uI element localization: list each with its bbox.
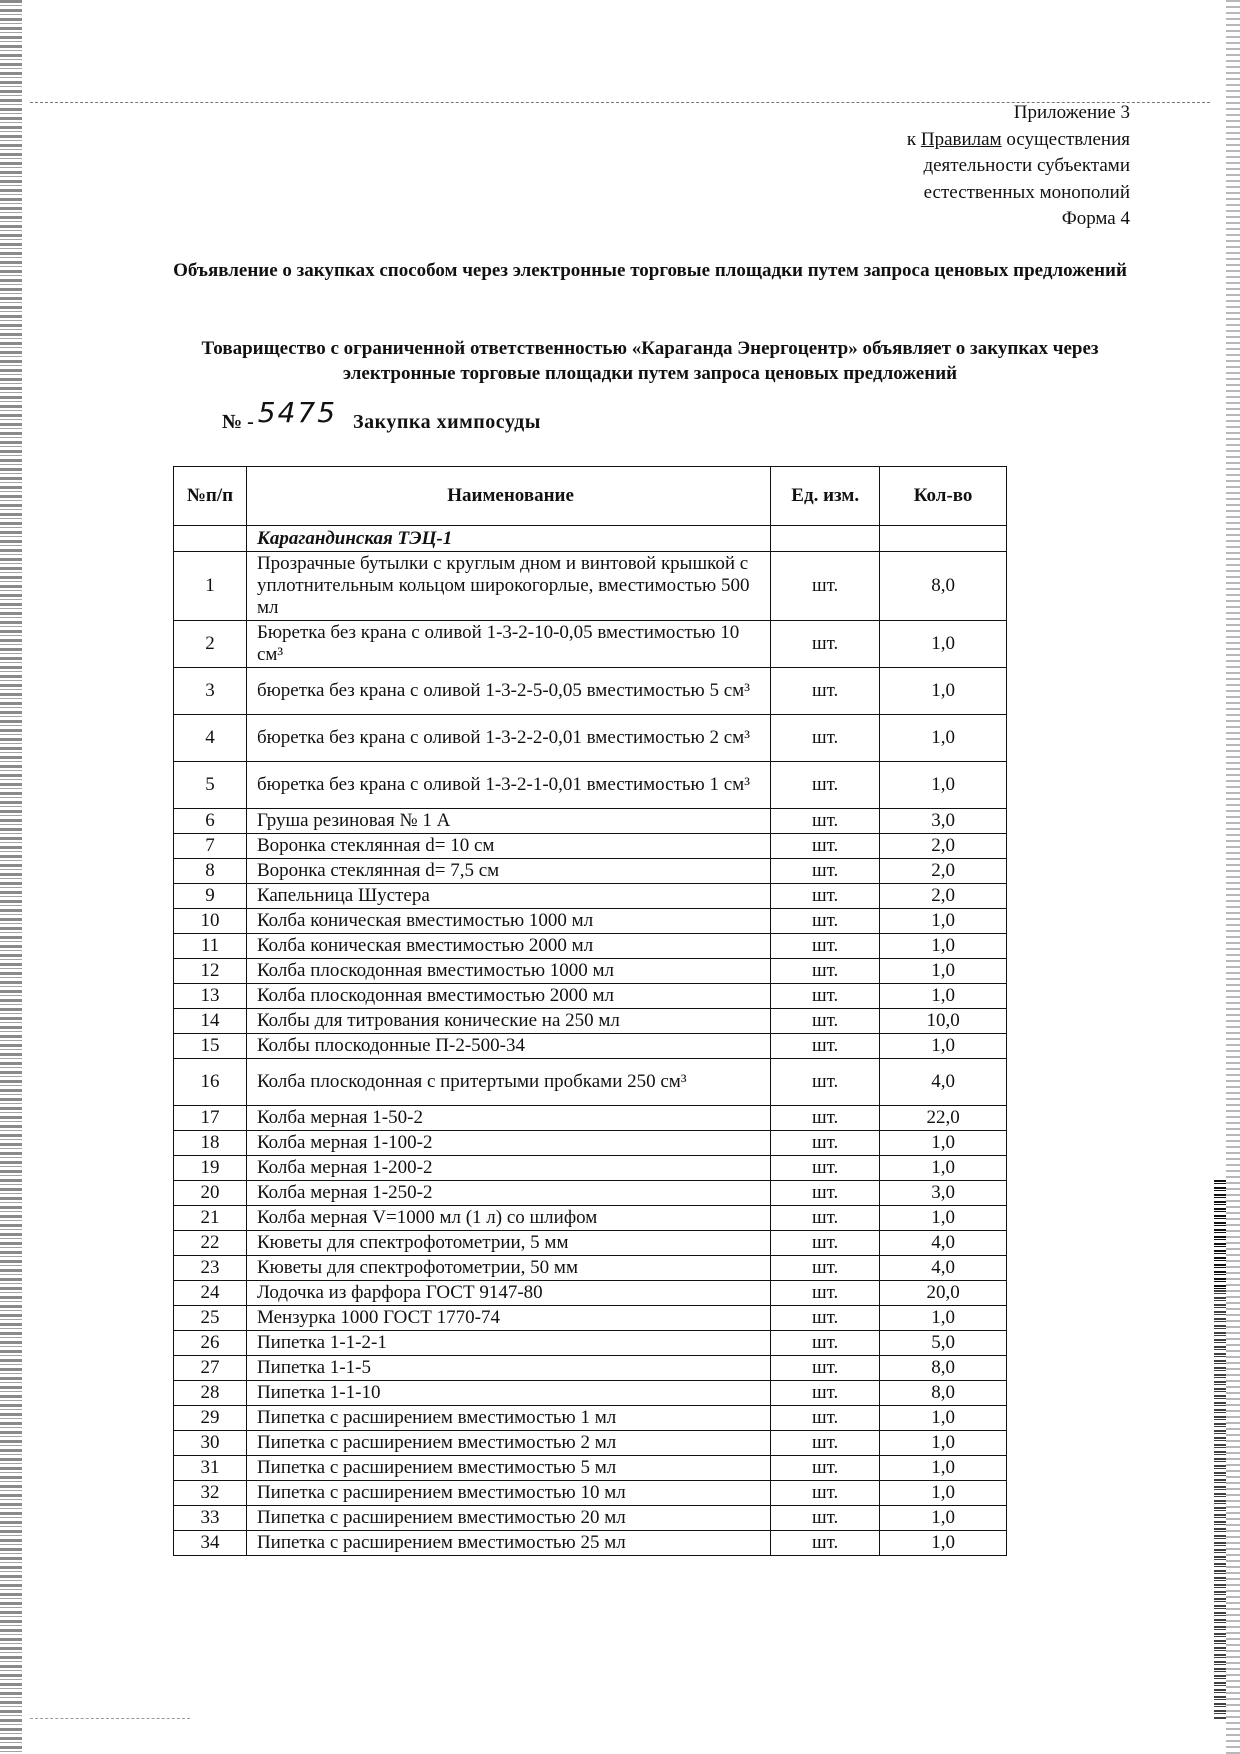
table-row: [174, 1156, 1007, 1181]
table-row: [174, 1381, 1007, 1406]
table-row: [174, 859, 1007, 884]
item-unit: шт.: [771, 1406, 880, 1431]
item-quantity: 1,0: [880, 1156, 1007, 1181]
row-number: 7: [174, 834, 247, 859]
item-name: Пипетка с расширением вместимостью 5 мл: [246, 1456, 770, 1481]
table-row: [174, 1456, 1007, 1481]
item-unit: шт.: [771, 1381, 880, 1406]
item-quantity: 2,0: [880, 834, 1007, 859]
row-number: 11: [174, 934, 247, 959]
row-number: 16: [174, 1059, 247, 1106]
section-empty-cell: [880, 526, 1007, 552]
table-row: [174, 1306, 1007, 1331]
item-name: Мензурка 1000 ГОСТ 1770-74: [246, 1306, 770, 1331]
item-unit: шт.: [771, 621, 880, 668]
item-unit: шт.: [771, 552, 880, 621]
item-quantity: 1,0: [880, 1034, 1007, 1059]
item-unit: шт.: [771, 1506, 880, 1531]
item-quantity: 20,0: [880, 1281, 1007, 1306]
table-row: [174, 834, 1007, 859]
table-row: [174, 1531, 1007, 1556]
item-quantity: 1,0: [880, 1431, 1007, 1456]
item-unit: шт.: [771, 1306, 880, 1331]
item-quantity: 22,0: [880, 1106, 1007, 1131]
row-number: 4: [174, 715, 247, 762]
row-number: 25: [174, 1306, 247, 1331]
table-row: [174, 884, 1007, 909]
procurement-number: 5475: [257, 396, 338, 429]
item-quantity: 1,0: [880, 1531, 1007, 1556]
row-number: 15: [174, 1034, 247, 1059]
section-label: Карагандинская ТЭЦ-1: [246, 526, 770, 552]
item-quantity: 2,0: [880, 884, 1007, 909]
item-name: Лодочка из фарфора ГОСТ 9147-80: [246, 1281, 770, 1306]
appendix-line-part: осуществления: [1001, 128, 1130, 150]
item-unit: шт.: [771, 1034, 880, 1059]
row-number: 17: [174, 1106, 247, 1131]
header-no: №п/п: [174, 467, 247, 526]
table-row: [174, 1034, 1007, 1059]
item-unit: шт.: [771, 762, 880, 809]
item-quantity: 5,0: [880, 1331, 1007, 1356]
item-quantity: 1,0: [880, 1506, 1007, 1531]
appendix-line: [710, 127, 1130, 154]
row-number: 32: [174, 1481, 247, 1506]
row-number: 6: [174, 809, 247, 834]
item-name: Прозрачные бутылки с круглым дном и винтовой крышкой с уплотнительным кольцом широкогорлые, вместимостью 500 мл: [246, 552, 770, 621]
table-row: [174, 1181, 1007, 1206]
appendix-line: деятельности субъектами: [923, 155, 1130, 176]
item-name: Колба коническая вместимостью 1000 мл: [246, 909, 770, 934]
item-quantity: 1,0: [880, 959, 1007, 984]
row-number: 27: [174, 1356, 247, 1381]
table-row: [174, 984, 1007, 1009]
item-unit: шт.: [771, 1181, 880, 1206]
item-unit: шт.: [771, 1206, 880, 1231]
item-unit: шт.: [771, 934, 880, 959]
item-name: Пипетка с расширением вместимостью 10 мл: [246, 1481, 770, 1506]
table-row: [174, 934, 1007, 959]
item-quantity: 1,0: [880, 984, 1007, 1009]
header-name: Наименование: [246, 467, 770, 526]
table-row: [174, 762, 1007, 809]
item-quantity: 8,0: [880, 1381, 1007, 1406]
item-unit: шт.: [771, 1356, 880, 1381]
scan-dashed-line: [30, 1718, 190, 1719]
row-number: 13: [174, 984, 247, 1009]
item-name: Воронка стеклянная d= 7,5 см: [246, 859, 770, 884]
item-quantity: 1,0: [880, 1406, 1007, 1431]
procurement-title: Закупка химпосуды: [353, 411, 541, 433]
item-quantity: 4,0: [880, 1256, 1007, 1281]
item-quantity: 1,0: [880, 621, 1007, 668]
item-unit: шт.: [771, 1331, 880, 1356]
item-quantity: 2,0: [880, 859, 1007, 884]
row-number: 10: [174, 909, 247, 934]
table-row: [174, 1231, 1007, 1256]
item-quantity: 3,0: [880, 1181, 1007, 1206]
row-number: 26: [174, 1331, 247, 1356]
item-name: Пипетка 1-1-5: [246, 1356, 770, 1381]
procurement-line: [222, 396, 541, 435]
row-number: 12: [174, 959, 247, 984]
item-unit: шт.: [771, 1481, 880, 1506]
item-quantity: 1,0: [880, 1456, 1007, 1481]
item-quantity: 1,0: [880, 762, 1007, 809]
item-name: бюретка без крана с оливой 1-3-2-1-0,01 вместимостью 1 см³: [246, 762, 770, 809]
item-unit: шт.: [771, 1009, 880, 1034]
item-name: бюретка без крана с оливой 1-3-2-5-0,05 вместимостью 5 см³: [246, 668, 770, 715]
item-name: Колба мерная 1-200-2: [246, 1156, 770, 1181]
table-row: [174, 1481, 1007, 1506]
table-row: [174, 959, 1007, 984]
table-row: [174, 809, 1007, 834]
item-name: Бюретка без крана с оливой 1-3-2-10-0,05 вместимостью 10 см³: [246, 621, 770, 668]
item-unit: шт.: [771, 909, 880, 934]
item-unit: шт.: [771, 1456, 880, 1481]
scan-edge-left: [0, 0, 22, 1754]
item-quantity: 1,0: [880, 1131, 1007, 1156]
row-number: 1: [174, 552, 247, 621]
item-unit: шт.: [771, 1106, 880, 1131]
table-row: [174, 1131, 1007, 1156]
item-quantity: 10,0: [880, 1009, 1007, 1034]
header-unit: Ед. изм.: [771, 467, 880, 526]
row-number: 23: [174, 1256, 247, 1281]
item-quantity: 1,0: [880, 934, 1007, 959]
item-name: бюретка без крана с оливой 1-3-2-2-0,01 вместимостью 2 см³: [246, 715, 770, 762]
item-quantity: 8,0: [880, 1356, 1007, 1381]
table-row: [174, 1506, 1007, 1531]
document-title: Объявление о закупках способом через электронные торговые площадки путем запроса ценовых предложений: [173, 260, 1127, 281]
row-number: 30: [174, 1431, 247, 1456]
row-number: 24: [174, 1281, 247, 1306]
item-name: Колба мерная 1-100-2: [246, 1131, 770, 1156]
item-name: Пипетка 1-1-10: [246, 1381, 770, 1406]
items-table: [173, 466, 1007, 1556]
table-row: [174, 1256, 1007, 1281]
appendix-line-part: к: [906, 128, 921, 150]
appendix-line: Форма 4: [1061, 208, 1130, 229]
row-number: 19: [174, 1156, 247, 1181]
section-empty-cell: [174, 526, 247, 552]
item-unit: шт.: [771, 1531, 880, 1556]
item-quantity: 1,0: [880, 909, 1007, 934]
item-quantity: 1,0: [880, 1306, 1007, 1331]
item-name: Колбы плоскодонные П-2-500-34: [246, 1034, 770, 1059]
header-qty: Кол-во: [880, 467, 1007, 526]
item-quantity: 1,0: [880, 1206, 1007, 1231]
row-number: 3: [174, 668, 247, 715]
scan-barcode-mark: [1214, 1290, 1226, 1720]
item-unit: шт.: [771, 1281, 880, 1306]
table-row: [174, 552, 1007, 621]
section-row: [174, 526, 1007, 552]
item-quantity: 4,0: [880, 1059, 1007, 1106]
item-name: Кюветы для спектрофотометрии, 50 мм: [246, 1256, 770, 1281]
item-unit: шт.: [771, 1059, 880, 1106]
item-unit: шт.: [771, 1131, 880, 1156]
row-number: 14: [174, 1009, 247, 1034]
item-unit: шт.: [771, 809, 880, 834]
table-row: [174, 909, 1007, 934]
table-row: [174, 1281, 1007, 1306]
table-header-row: [174, 467, 1007, 526]
item-name: Пипетка с расширением вместимостью 1 мл: [246, 1406, 770, 1431]
item-name: Кюветы для спектрофотометрии, 5 мм: [246, 1231, 770, 1256]
item-quantity: 3,0: [880, 809, 1007, 834]
table-row: [174, 1106, 1007, 1131]
table-row: [174, 668, 1007, 715]
item-name: Груша резиновая № 1 А: [246, 809, 770, 834]
item-name: Колба плоскодонная с притертыми пробками 250 см³: [246, 1059, 770, 1106]
table-row: [174, 1331, 1007, 1356]
table-row: [174, 621, 1007, 668]
item-unit: шт.: [771, 984, 880, 1009]
table-row: [174, 1009, 1007, 1034]
table-row: [174, 1431, 1007, 1456]
row-number: 5: [174, 762, 247, 809]
row-number: 28: [174, 1381, 247, 1406]
item-unit: шт.: [771, 834, 880, 859]
item-unit: шт.: [771, 959, 880, 984]
item-name: Колба мерная V=1000 мл (1 л) со шлифом: [246, 1206, 770, 1231]
table-row: [174, 1206, 1007, 1231]
table-row: [174, 1406, 1007, 1431]
item-quantity: 8,0: [880, 552, 1007, 621]
item-name: Колбы для титрования конические на 250 мл: [246, 1009, 770, 1034]
row-number: 20: [174, 1181, 247, 1206]
item-name: Пипетка 1-1-2-1: [246, 1331, 770, 1356]
item-name: Колба коническая вместимостью 2000 мл: [246, 934, 770, 959]
row-number: 18: [174, 1131, 247, 1156]
item-name: Пипетка с расширением вместимостью 25 мл: [246, 1531, 770, 1556]
item-unit: шт.: [771, 668, 880, 715]
item-quantity: 1,0: [880, 1481, 1007, 1506]
row-number: 21: [174, 1206, 247, 1231]
row-number: 2: [174, 621, 247, 668]
item-unit: шт.: [771, 1256, 880, 1281]
item-name: Воронка стеклянная d= 10 см: [246, 834, 770, 859]
rules-link[interactable]: Правилам: [920, 128, 1002, 150]
appendix-header: [710, 100, 1130, 233]
item-name: Капельница Шустера: [246, 884, 770, 909]
procurement-prefix: № -: [222, 411, 254, 433]
table-row: [174, 715, 1007, 762]
item-name: Колба мерная 1-250-2: [246, 1181, 770, 1206]
item-unit: шт.: [771, 884, 880, 909]
table-row: [174, 1356, 1007, 1381]
section-empty-cell: [771, 526, 880, 552]
item-unit: шт.: [771, 859, 880, 884]
item-quantity: 4,0: [880, 1231, 1007, 1256]
item-unit: шт.: [771, 1431, 880, 1456]
row-number: 33: [174, 1506, 247, 1531]
item-quantity: 1,0: [880, 668, 1007, 715]
item-unit: шт.: [771, 1156, 880, 1181]
item-name: Колба плоскодонная вместимостью 2000 мл: [246, 984, 770, 1009]
row-number: 8: [174, 859, 247, 884]
row-number: 29: [174, 1406, 247, 1431]
item-name: Пипетка с расширением вместимостью 20 мл: [246, 1506, 770, 1531]
item-unit: шт.: [771, 1231, 880, 1256]
appendix-line: Приложение 3: [1013, 102, 1130, 123]
item-name: Колба плоскодонная вместимостью 1000 мл: [246, 959, 770, 984]
table-row: [174, 1059, 1007, 1106]
item-name: Пипетка с расширением вместимостью 2 мл: [246, 1431, 770, 1456]
item-quantity: 1,0: [880, 715, 1007, 762]
announcement-text: Товарищество с ограниченной ответственностью «Караганда Энергоцентр» объявляет о закупках через электронные торговые площадки путем запроса ценовых предложений: [201, 338, 1099, 384]
item-unit: шт.: [771, 715, 880, 762]
item-name: Колба мерная 1-50-2: [246, 1106, 770, 1131]
row-number: 31: [174, 1456, 247, 1481]
row-number: 9: [174, 884, 247, 909]
appendix-line: естественных монополий: [923, 181, 1130, 203]
row-number: 22: [174, 1231, 247, 1256]
row-number: 34: [174, 1531, 247, 1556]
scan-barcode-mark: [1214, 1180, 1226, 1290]
scan-edge-right: [1226, 0, 1240, 1754]
